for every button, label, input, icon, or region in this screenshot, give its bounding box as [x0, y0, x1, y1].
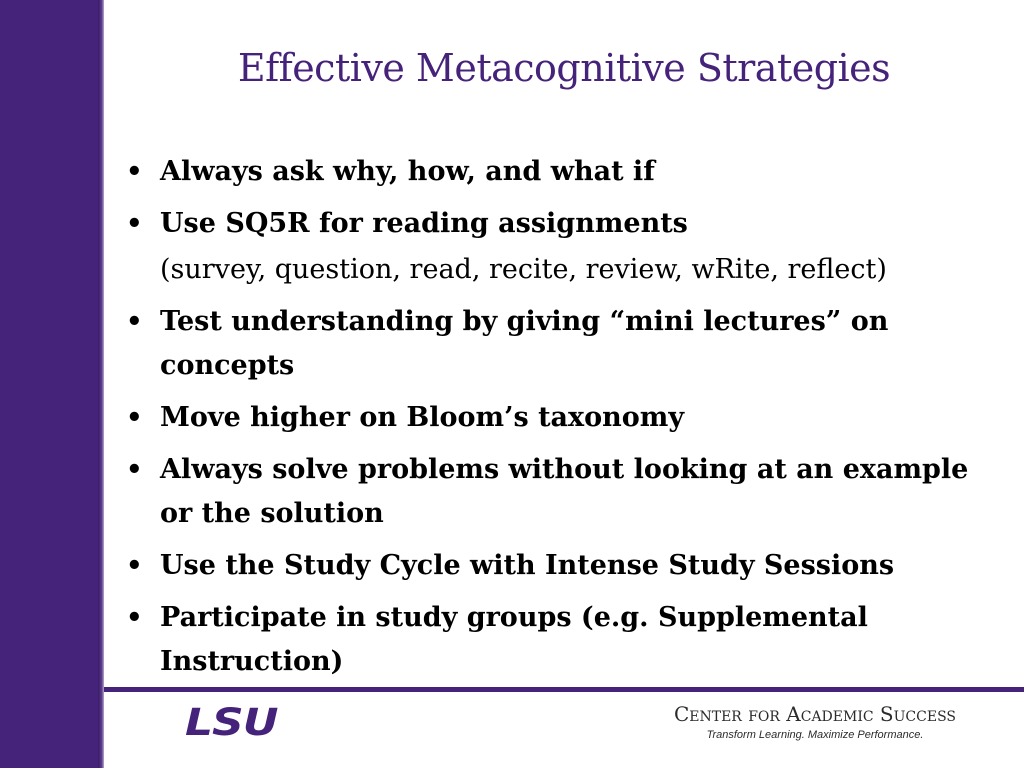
center-tagline: Transform Learning. Maximize Performance. [706, 729, 924, 741]
center-branding [640, 702, 990, 742]
bullet-item [120, 448, 1000, 536]
lsu-logo: LSU [185, 700, 278, 745]
bullet-item [120, 300, 1000, 388]
bullet-text: Always solve problems without looking at an example or the solution [160, 454, 969, 529]
bullet-subline-text: (survey, question, read, recite, review, wRite, reflect) [160, 254, 887, 285]
bullet-item [120, 596, 1000, 684]
bullet-text: Use the Study Cycle with Intense Study Sessions [160, 550, 895, 581]
footer-divider [104, 687, 1024, 692]
bullet-dot-icon: • [126, 403, 143, 433]
slide-title: Effective Metacognitive Strategies [237, 46, 891, 90]
bullet-dot-icon: • [126, 209, 143, 239]
bullet-text: Participate in study groups (e.g. Supplemental Instruction) [160, 602, 868, 677]
bullet-list [120, 150, 1000, 692]
center-name: Center for Academic Success [673, 702, 957, 726]
bullet-dot-icon: • [126, 603, 143, 633]
bullet-item [120, 396, 1000, 440]
bullet-text: Move higher on Bloom’s taxonomy [160, 402, 685, 433]
bullet-text: Test understanding by giving “mini lectures” on concepts [160, 306, 889, 381]
bullet-item [120, 202, 1000, 246]
bullet-text: Always ask why, how, and what if [160, 156, 655, 187]
bullet-dot-icon: • [126, 157, 143, 187]
bullet-item [120, 544, 1000, 588]
left-accent-bar-edge [98, 0, 104, 768]
bullet-item [120, 150, 1000, 194]
bullet-subline [120, 248, 1000, 292]
bullet-dot-icon: • [126, 307, 143, 337]
bullet-text: Use SQ5R for reading assignments [160, 208, 688, 239]
bullet-dot-icon: • [126, 455, 143, 485]
bullet-dot-icon: • [126, 551, 143, 581]
left-accent-bar [0, 0, 101, 768]
